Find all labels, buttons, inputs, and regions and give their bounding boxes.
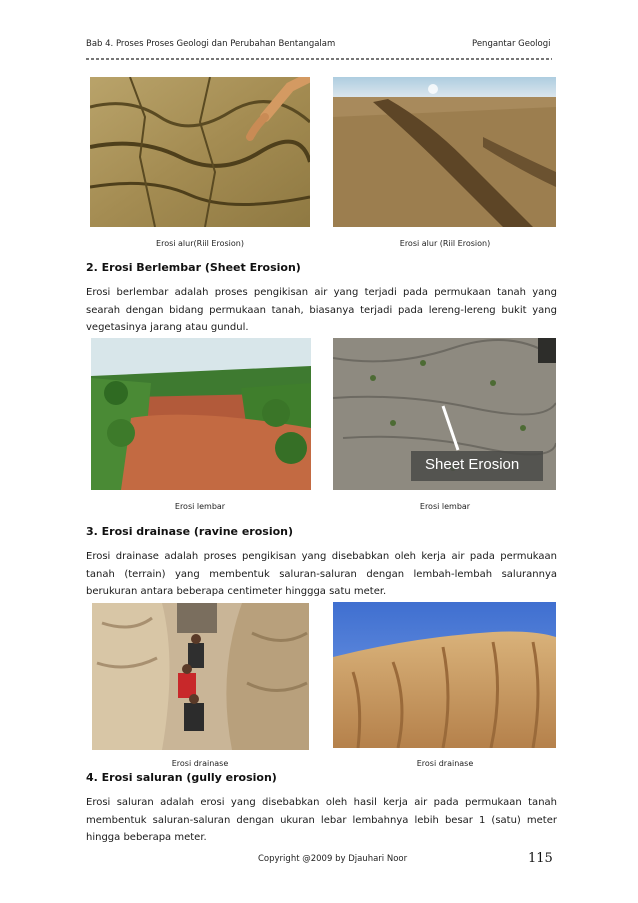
header-divider [86, 58, 552, 60]
photo-rill-erosion-cracked-soil [90, 77, 310, 227]
caption-ravine-erosion-left: Erosi drainase [171, 759, 229, 768]
section-heading-sheet-erosion: 2. Erosi Berlembar (Sheet Erosion) [86, 261, 301, 274]
caption-ravine-erosion-right: Erosi drainase [416, 759, 474, 768]
paragraph-ravine-erosion: Erosi drainase adalah proses pengikisan yang disebabkan oleh kerja air pada permukaan tanah (terrain) yang membentuk saluran-saluran dengan lembah-lembah salurannya berukuran antara beberapa centimeter hinggga satu meter. [86, 551, 557, 597]
footer-copyright: Copyright @2009 by Djauhari Noor [258, 854, 408, 864]
photo-ravine-erosion-hillside [333, 602, 556, 748]
page-number: 115 [528, 851, 553, 866]
running-header-chapter: Bab 4. Proses Proses Geologi dan Perubahan Bentangalam [86, 39, 336, 49]
photo-sheet-erosion-labeled [333, 338, 556, 490]
photo-ravine-erosion-canyon [92, 603, 309, 750]
sheet-erosion-overlay-label: Sheet Erosion [425, 456, 520, 473]
section-heading-gully-erosion: 4. Erosi saluran (gully erosion) [86, 771, 277, 784]
photo-sheet-erosion-red-soil [91, 338, 311, 490]
caption-rill-erosion-right: Erosi alur (Riil Erosion) [399, 239, 491, 248]
caption-sheet-erosion-right: Erosi lembar [419, 502, 471, 511]
photo-rill-erosion-gully-field [333, 77, 556, 227]
paragraph-sheet-erosion: Erosi berlembar adalah proses pengikisan air yang terjadi pada permukaan tanah yang searah dengan bidang permukaan tanah, biasanya terjadi pada lereng-lereng bukit yang vegetasinya jarang atau gundul. [86, 287, 557, 333]
paragraph-gully-erosion: Erosi saluran adalah erosi yang disebabkan oleh hasil kerja air pada permukaan tanah membentuk saluran-saluran dengan ukuran lebar lembahnya lebih besar 1 (satu) meter hingga beberapa meter. [86, 797, 557, 843]
running-header-book: Pengantar Geologi [472, 39, 551, 49]
caption-rill-erosion-left: Erosi alur(Riil Erosion) [156, 239, 244, 248]
caption-sheet-erosion-left: Erosi lembar [174, 502, 226, 511]
section-heading-ravine-erosion: 3. Erosi drainase (ravine erosion) [86, 525, 294, 538]
